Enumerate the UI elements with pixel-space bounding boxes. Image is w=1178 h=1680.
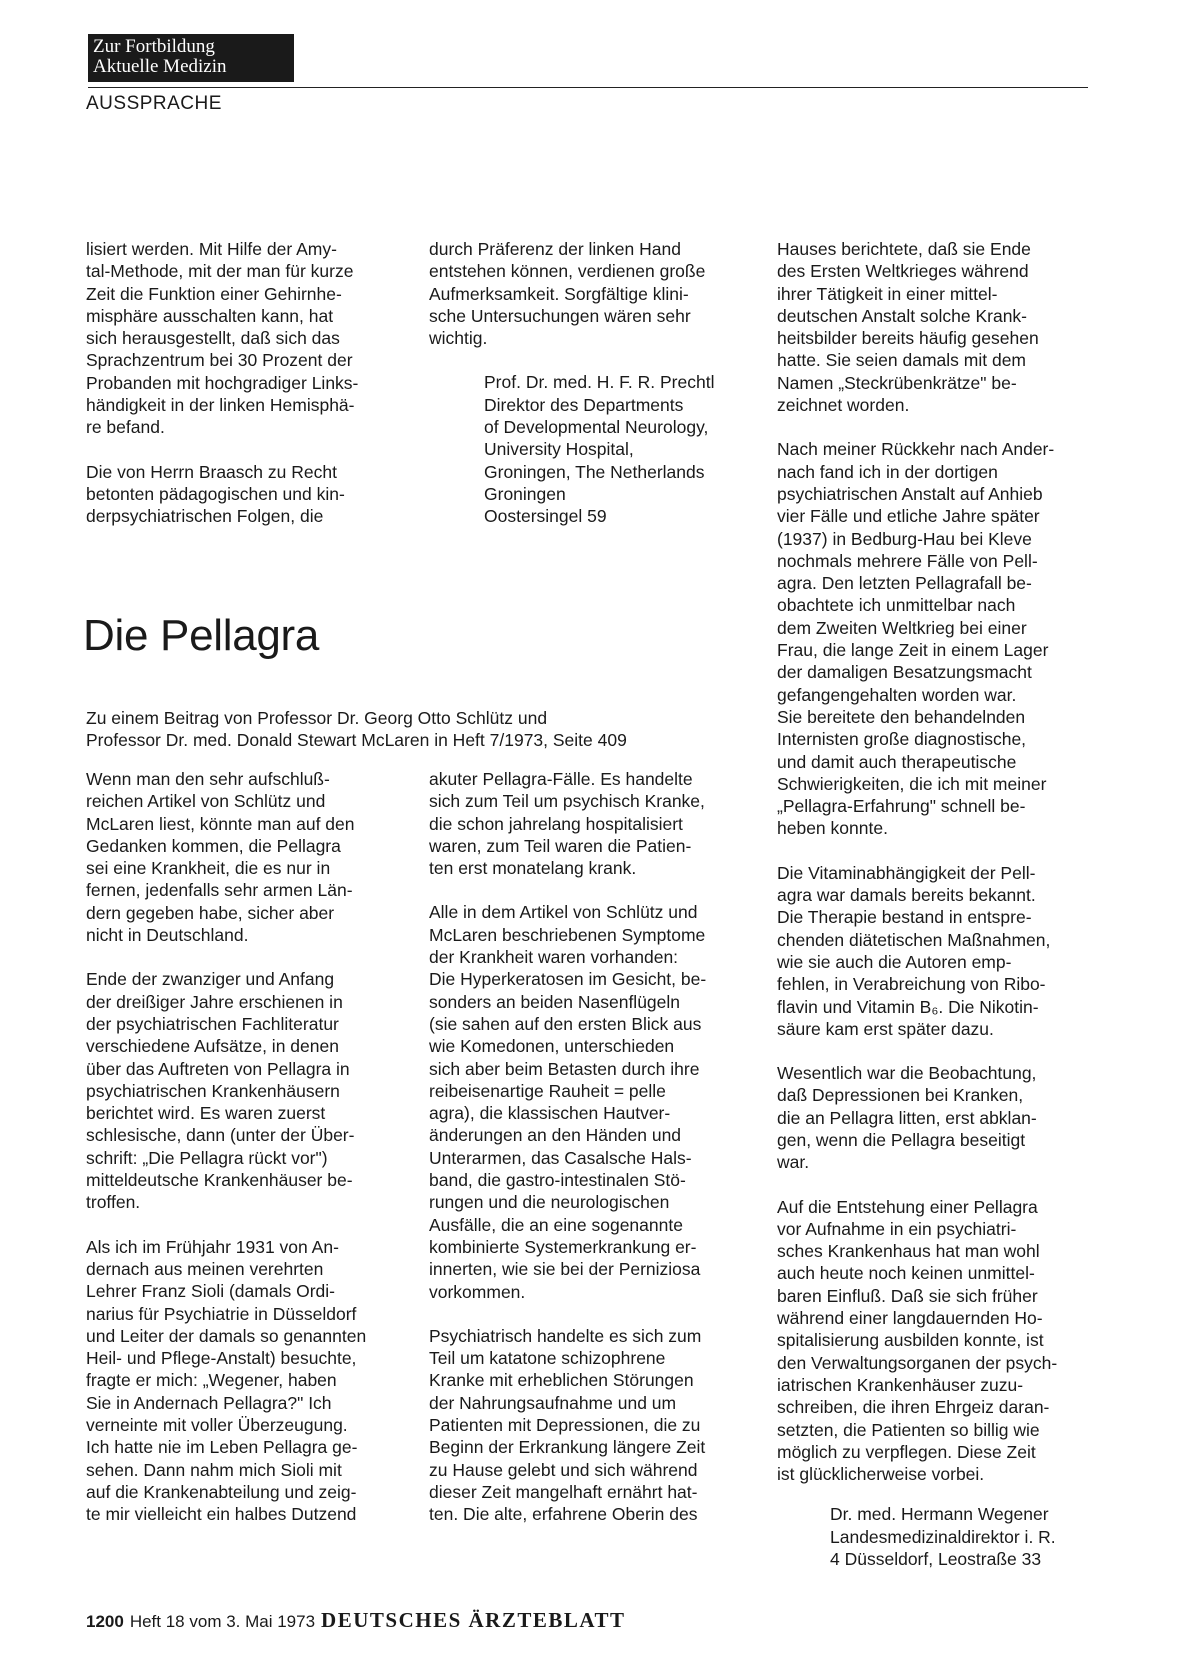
header-rule [88,87,1088,88]
top-column-1 [86,238,404,550]
paragraph: Wesentlich war die Beobachtung, daß Depressionen bei Kranken, die an Pellagra litten, erst abklan- gen, wenn die Pellagra beseitigt war. [777,1063,1037,1173]
article-column-1 [86,768,404,1548]
top-column-2 [429,238,751,528]
section-label: AUSSPRACHE [86,93,222,114]
issue-info: Heft 18 vom 3. Mai 1973 [129,1612,316,1631]
rubric-tag [88,34,294,82]
paragraph: Hauses berichtete, daß sie Ende des Ersten Weltkrieges während ihrer Tätigkeit in einer mittel- deutschen Anstalt solche Krank- heitsbilder bereits häufig gesehen hatte. Sie seien damals mit dem Namen „Steckrübenkrätze" be- zeichnet worden. [777,239,1039,416]
paragraph: Nach meiner Rückkehr nach Ander- nach fand ich in der dortigen psychiatrischen Anstalt auf Anhieb vier Fälle und etliche Jahre später (1937) in Bedburg-Hau bei Kleve nochmals mehrere Fälle von Pell- agra. Den letzten Pellagrafall be- obachtete ich unmittelbar nach dem Zweiten Weltkrieg bei einer Frau, die lange Zeit in einem Lager der damaligen Besatzungsmacht gefangengehalten worden war. Sie bereitete den behandelnden Internisten große diagnostische, und damit auch therapeutische Schwierigkeiten, die ich mit meiner „Pellagra-Erfahrung" schnell be- heben konnte. [777,439,1055,839]
paragraph: Auf die Entstehung einer Pellagra vor Aufnahme in ein psychiatri- sches Krankenhaus hat man wohl auch heute noch keinen unmittel- baren Einfluß. Daß sie sich früher während einer langdauernden Ho- spitalisierung ausbilden konnte, ist den Verwaltungsorganen der psych- iatrischen Krankenhäuser zuzu- schreiben, die ihren Ehrgeiz daran- setzten, die Patienten so billig wie möglich zu verpflegen. Diese Zeit ist glücklicherweise vorbei. [777,1196,1058,1485]
paragraph: Alle in dem Artikel von Schlütz und McLaren beschriebenen Symptome der Krankheit waren vorhanden: Die Hyperkeratosen im Gesicht, be- sonders an beiden Nasenflügeln (sie sahen auf den ersten Blick aus wie Komedonen, unterschieden sich aber beim Betasten durch ihre reibeisenartige Rauheit = pelle agra), die klassischen Hautver- änderungen an den Händen und Unterarmen, das Casalsche Hals- band, die gastro-intestinalen Stö- rungen und die neurologischen Ausfälle, die an eine sogenannte kombinierte Systemerkrankung er- innerten, wie sie bei der Perniziosa vorkommen. [429,902,707,1302]
paragraph: Ende der zwanziger und Anfang der dreißiger Jahre erschienen in der psychiatrischen Fachliteratur verschiedene Aufsätze, in denen über das Auftreten von Pellagra in psychiatrischen Krankenhäusern berichtet wird. Es waren zuerst schlesische, dann (unter der Über- schrift: „Die Pellagra rückt vor") mitteldeutsche Krankenhäuser be- troffen. [86,969,355,1213]
paragraph: durch Präferenz der linken Hand entstehen können, verdienen große Aufmerksamkeit. Sorgfältige klini- sche Untersuchungen wären sehr wichtig. [429,239,706,349]
paragraph: Die von Herrn Braasch zu Recht betonten pädagogischen und kin- derpsychiatrischen Folgen, die [86,461,345,527]
article-column-3 [777,238,1097,1570]
rubric-line-1: Zur Fortbildung [93,36,215,57]
paragraph: Die Vitaminabhängigkeit der Pell- agra war damals bereits bekannt. Die Therapie bestand in entspre- chenden diätetischen Maßnahmen, wie sie auch die Autoren emp- fehlen, in Verabreichung von Ribo- flavin und Vitamin B₆. Die Nikotin- säure kam erst später dazu. [777,862,1051,1039]
page-number: 1200 [86,1612,124,1631]
paragraph: Psychiatrisch handelte es sich zum Teil um katatone schizophrene Kranke mit erheblichen Störungen der Nahrungsaufnahme und um Patienten mit Depressionen, die zu Beginn der Erkrankung längere Zeit zu Hause gelebt und sich während dieser Zeit mangelhaft ernährt hat- ten. Die alte, erfahrene Oberin des [429,1325,706,1525]
article-title: Die Pellagra [83,611,320,660]
rubric-line-2: Aktuelle Medizin [93,56,227,77]
article-column-2 [429,768,751,1548]
paragraph: akuter Pellagra-Fälle. Es handelte sich zum Teil um psychisch Kranke, die schon jahrelang hospitalisiert waren, zum Teil waren die Patien- ten erst monatelang krank. [429,769,705,879]
page-footer [86,1608,626,1633]
article-subtitle: Zu einem Beitrag von Professor Dr. Georg Otto Schlütz und Professor Dr. med. Donald Stewart McLaren in Heft 7/1973, Seite 409 [86,708,627,751]
paragraph: Wenn man den sehr aufschluß- reichen Artikel von Schlütz und McLaren liest, könnte man auf den Gedanken kommen, die Pellagra sei eine Krankheit, die es nur in fernen, jedenfalls sehr armen Län- dern gegeben habe, sicher aber nicht in Deutschland. [86,769,355,946]
paragraph: Als ich im Frühjahr 1931 von An- dernach aus meinen verehrten Lehrer Franz Sioli (damals Ordi- narius für Psychiatrie in Düsseldorf und Leiter der damals so genannten Heil- und Pflege-Anstalt) besuchte, fragte er mich: „Wegener, haben Sie in Andernach Pellagra?" Ich verneinte mit voller Überzeugung. Ich hatte nie im Leben Pellagra ge- sehen. Dann nahm mich Sioli mit auf die Krankenabteilung und zeig- te mir vielleicht ein halbes Dutzend [86,1236,367,1525]
paragraph: lisiert werden. Mit Hilfe der Amy- tal-Methode, mit der man für kurze Zeit die Funktion einer Gehirnhe- misphäre ausschalten kann, hat sich herausgestellt, daß sich das Sprachzentrum bei 30 Prozent der Probanden mit hochgradiger Links- händigkeit in der linken Hemisphä- re befand. [86,239,359,438]
signature-wegener: Dr. med. Hermann Wegener Landesmedizinaldirektor i. R. 4 Düsseldorf, Leostraße 33 [830,1504,1056,1570]
journal-name: DEUTSCHES ÄRZTEBLATT [321,1608,626,1632]
signature-prechtl: Prof. Dr. med. H. F. R. Prechtl Direktor des Departments of Developmental Neurology, University Hospital, Groningen, The Netherlands Groningen Oostersingel 59 [484,372,715,527]
